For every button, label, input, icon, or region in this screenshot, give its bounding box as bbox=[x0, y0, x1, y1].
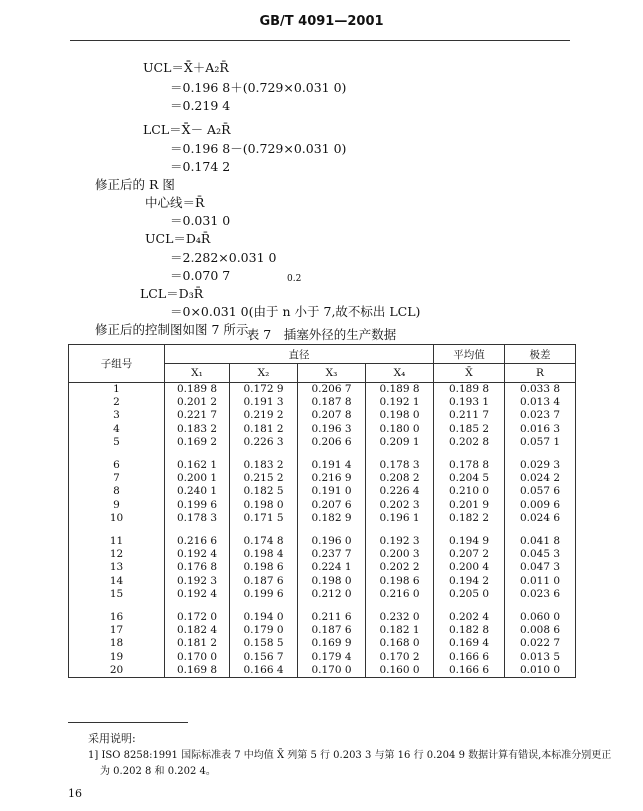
table-row bbox=[69, 548, 576, 561]
table-row bbox=[69, 588, 576, 601]
x2-cell: 0.171 5 bbox=[230, 512, 298, 525]
range-cell: 0.008 6 bbox=[505, 624, 576, 637]
x4-cell: 0.209 1 bbox=[366, 436, 434, 449]
mean-cell: 0.194 9 bbox=[434, 535, 505, 548]
table-row bbox=[69, 409, 576, 422]
x2-cell: 0.187 6 bbox=[230, 575, 298, 588]
subgroup-cell: 12 bbox=[69, 548, 165, 561]
ucl-r-line-1: UCL＝D₄R̄ bbox=[145, 231, 211, 246]
x1-cell: 0.199 6 bbox=[165, 499, 230, 512]
ucl-x-line-2: ＝0.196 8＋(0.729×0.031 0) bbox=[170, 80, 347, 95]
table-row bbox=[69, 383, 576, 397]
range-cell: 0.013 5 bbox=[505, 651, 576, 664]
spacer-cell bbox=[298, 449, 366, 459]
x4-cell: 0.226 4 bbox=[366, 485, 434, 498]
spacer-cell bbox=[230, 601, 298, 611]
spacer-cell bbox=[505, 449, 576, 459]
x2-cell: 0.174 8 bbox=[230, 535, 298, 548]
x2-cell: 0.172 9 bbox=[230, 383, 298, 397]
x1-cell: 0.200 1 bbox=[165, 472, 230, 485]
range-cell: 0.033 8 bbox=[505, 383, 576, 397]
x1-cell: 0.189 8 bbox=[165, 383, 230, 397]
mean-cell: 0.182 2 bbox=[434, 512, 505, 525]
mean-header: 平均值 bbox=[434, 345, 505, 364]
x4-cell: 0.192 1 bbox=[366, 396, 434, 409]
subgroup-cell: 11 bbox=[69, 535, 165, 548]
x3-cell: 0.169 9 bbox=[298, 637, 366, 650]
x3-cell: 0.187 6 bbox=[298, 624, 366, 637]
range-cell: 0.057 1 bbox=[505, 436, 576, 449]
x1-cell: 0.182 4 bbox=[165, 624, 230, 637]
spacer-cell bbox=[434, 525, 505, 535]
x4-cell: 0.189 8 bbox=[366, 383, 434, 397]
subgroup-header: 子组号 bbox=[69, 345, 165, 383]
mean-cell: 0.185 2 bbox=[434, 423, 505, 436]
mean-cell: 0.207 2 bbox=[434, 548, 505, 561]
subgroup-cell: 13 bbox=[69, 561, 165, 574]
x2-cell: 0.179 0 bbox=[230, 624, 298, 637]
x3-cell: 0.182 9 bbox=[298, 512, 366, 525]
range-cell: 0.011 0 bbox=[505, 575, 576, 588]
x4-header: X₄ bbox=[366, 364, 434, 383]
mean-cell: 0.204 5 bbox=[434, 472, 505, 485]
subgroup-cell: 14 bbox=[69, 575, 165, 588]
x2-cell: 0.198 4 bbox=[230, 548, 298, 561]
x4-cell: 0.182 1 bbox=[366, 624, 434, 637]
footnote-text-1: 1] ISO 8258:1991 国际标准表 7 中均值 X̄ 列第 5 行 0.203 3 与第 16 行 0.204 9 数据计算有错误,本标准分别更正 bbox=[88, 750, 612, 761]
subgroup-cell: 18 bbox=[69, 637, 165, 650]
production-data-table bbox=[68, 344, 576, 678]
table-row bbox=[69, 637, 576, 650]
x3-cell: 0.191 4 bbox=[298, 459, 366, 472]
group-spacer bbox=[69, 601, 576, 611]
spacer-cell bbox=[298, 601, 366, 611]
table-row bbox=[69, 512, 576, 525]
mean-cell: 0.202 8 bbox=[434, 436, 505, 449]
spacer-cell bbox=[505, 601, 576, 611]
x2-cell: 0.181 2 bbox=[230, 423, 298, 436]
x4-cell: 0.192 3 bbox=[366, 535, 434, 548]
range-header: 极差 bbox=[505, 345, 576, 364]
table-row bbox=[69, 459, 576, 472]
range-cell: 0.024 6 bbox=[505, 512, 576, 525]
subgroup-cell: 19 bbox=[69, 651, 165, 664]
x1-cell: 0.183 2 bbox=[165, 423, 230, 436]
subgroup-cell: 7 bbox=[69, 472, 165, 485]
spacer-cell bbox=[165, 525, 230, 535]
page-number: 16 bbox=[68, 787, 82, 800]
spacer-cell bbox=[366, 601, 434, 611]
ucl-r-side-note: 0.2 bbox=[287, 274, 302, 284]
x2-cell: 0.198 0 bbox=[230, 499, 298, 512]
document-header-code: GB/T 4091—2001 bbox=[259, 14, 384, 29]
r-chart-heading: 修正后的 R 图 bbox=[95, 177, 175, 192]
ucl-x-line-3: ＝0.219 4 bbox=[170, 98, 231, 113]
x3-cell: 0.196 0 bbox=[298, 535, 366, 548]
x3-header: X₃ bbox=[298, 364, 366, 383]
ucl-r-line-2: ＝2.282×0.031 0 bbox=[170, 250, 277, 265]
x4-cell: 0.198 6 bbox=[366, 575, 434, 588]
x2-cell: 0.183 2 bbox=[230, 459, 298, 472]
x3-cell: 0.216 9 bbox=[298, 472, 366, 485]
x3-cell: 0.212 0 bbox=[298, 588, 366, 601]
x4-cell: 0.200 3 bbox=[366, 548, 434, 561]
closing-sentence: 修正后的控制图如图 7 所示。 bbox=[95, 322, 261, 337]
range-cell: 0.023 6 bbox=[505, 588, 576, 601]
range-cell: 0.045 3 bbox=[505, 548, 576, 561]
range-cell: 0.041 8 bbox=[505, 535, 576, 548]
range-cell: 0.016 3 bbox=[505, 423, 576, 436]
table-row bbox=[69, 611, 576, 624]
table-row bbox=[69, 423, 576, 436]
mean-cell: 0.169 4 bbox=[434, 637, 505, 650]
x1-cell: 0.170 0 bbox=[165, 651, 230, 664]
table-row bbox=[69, 575, 576, 588]
subgroup-cell: 3 bbox=[69, 409, 165, 422]
spacer-cell bbox=[69, 449, 165, 459]
x1-cell: 0.201 2 bbox=[165, 396, 230, 409]
mean-cell: 0.202 4 bbox=[434, 611, 505, 624]
x4-cell: 0.180 0 bbox=[366, 423, 434, 436]
x2-header: X₂ bbox=[230, 364, 298, 383]
x2-cell: 0.156 7 bbox=[230, 651, 298, 664]
x2-cell: 0.226 3 bbox=[230, 436, 298, 449]
mean-cell: 0.166 6 bbox=[434, 651, 505, 664]
x4-cell: 0.178 3 bbox=[366, 459, 434, 472]
x1-cell: 0.192 3 bbox=[165, 575, 230, 588]
lcl-r-line-1: LCL＝D₃R̄ bbox=[140, 286, 204, 301]
subgroup-cell: 6 bbox=[69, 459, 165, 472]
subgroup-cell: 8 bbox=[69, 485, 165, 498]
subgroup-cell: 20 bbox=[69, 664, 165, 678]
x2-cell: 0.199 6 bbox=[230, 588, 298, 601]
table-row bbox=[69, 396, 576, 409]
x3-cell: 0.179 4 bbox=[298, 651, 366, 664]
center-line-1: 中心线＝R̄ bbox=[145, 195, 205, 210]
x4-cell: 0.196 1 bbox=[366, 512, 434, 525]
x1-cell: 0.181 2 bbox=[165, 637, 230, 650]
x3-cell: 0.206 6 bbox=[298, 436, 366, 449]
mean-cell: 0.193 1 bbox=[434, 396, 505, 409]
table-row bbox=[69, 436, 576, 449]
x1-cell: 0.162 1 bbox=[165, 459, 230, 472]
spacer-cell bbox=[230, 449, 298, 459]
x1-cell: 0.169 2 bbox=[165, 436, 230, 449]
subgroup-cell: 17 bbox=[69, 624, 165, 637]
mean-cell: 0.201 9 bbox=[434, 499, 505, 512]
table-row bbox=[69, 624, 576, 637]
spacer-cell bbox=[366, 449, 434, 459]
x3-cell: 0.191 0 bbox=[298, 485, 366, 498]
x3-cell: 0.187 8 bbox=[298, 396, 366, 409]
subgroup-cell: 2 bbox=[69, 396, 165, 409]
x3-cell: 0.224 1 bbox=[298, 561, 366, 574]
x2-cell: 0.191 3 bbox=[230, 396, 298, 409]
x2-cell: 0.198 6 bbox=[230, 561, 298, 574]
x1-cell: 0.192 4 bbox=[165, 548, 230, 561]
lcl-x-line-1: LCL＝X̄̄－ A₂R̄ bbox=[143, 122, 231, 137]
x3-cell: 0.170 0 bbox=[298, 664, 366, 678]
group-spacer bbox=[69, 449, 576, 459]
lcl-x-line-3: ＝0.174 2 bbox=[170, 159, 231, 174]
spacer-cell bbox=[505, 525, 576, 535]
mean-cell: 0.194 2 bbox=[434, 575, 505, 588]
spacer-cell bbox=[69, 525, 165, 535]
table-row bbox=[69, 535, 576, 548]
x3-cell: 0.237 7 bbox=[298, 548, 366, 561]
range-cell: 0.009 6 bbox=[505, 499, 576, 512]
table-title: 表 7 插塞外径的生产数据 bbox=[246, 327, 397, 342]
subgroup-cell: 15 bbox=[69, 588, 165, 601]
table-row bbox=[69, 651, 576, 664]
range-cell: 0.029 3 bbox=[505, 459, 576, 472]
table-row bbox=[69, 499, 576, 512]
x3-cell: 0.207 8 bbox=[298, 409, 366, 422]
x1-cell: 0.192 4 bbox=[165, 588, 230, 601]
mean-cell: 0.211 7 bbox=[434, 409, 505, 422]
table-row bbox=[69, 664, 576, 678]
x4-cell: 0.170 2 bbox=[366, 651, 434, 664]
spacer-cell bbox=[434, 449, 505, 459]
footnote-title: 采用说明: bbox=[88, 732, 136, 745]
mean-cell: 0.189 8 bbox=[434, 383, 505, 397]
x3-cell: 0.211 6 bbox=[298, 611, 366, 624]
subgroup-cell: 16 bbox=[69, 611, 165, 624]
x4-cell: 0.208 2 bbox=[366, 472, 434, 485]
x3-cell: 0.196 3 bbox=[298, 423, 366, 436]
range-cell: 0.023 7 bbox=[505, 409, 576, 422]
x1-cell: 0.176 8 bbox=[165, 561, 230, 574]
spacer-cell bbox=[69, 601, 165, 611]
spacer-cell bbox=[165, 601, 230, 611]
range-symbol: R bbox=[505, 364, 576, 383]
range-cell: 0.010 0 bbox=[505, 664, 576, 678]
mean-cell: 0.166 6 bbox=[434, 664, 505, 678]
table-row bbox=[69, 472, 576, 485]
center-line-2: ＝0.031 0 bbox=[170, 213, 231, 228]
x4-cell: 0.232 0 bbox=[366, 611, 434, 624]
range-cell: 0.024 2 bbox=[505, 472, 576, 485]
x2-cell: 0.215 2 bbox=[230, 472, 298, 485]
mean-cell: 0.182 8 bbox=[434, 624, 505, 637]
subgroup-cell: 5 bbox=[69, 436, 165, 449]
mean-cell: 0.205 0 bbox=[434, 588, 505, 601]
mean-symbol: X̄ bbox=[434, 364, 505, 383]
x2-cell: 0.182 5 bbox=[230, 485, 298, 498]
x1-cell: 0.240 1 bbox=[165, 485, 230, 498]
x3-cell: 0.206 7 bbox=[298, 383, 366, 397]
lcl-r-line-2: ＝0×0.031 0(由于 n 小于 7,故不标出 LCL) bbox=[170, 304, 421, 319]
mean-cell: 0.200 4 bbox=[434, 561, 505, 574]
x1-cell: 0.169 8 bbox=[165, 664, 230, 678]
lcl-x-line-2: ＝0.196 8－(0.729×0.031 0) bbox=[170, 141, 347, 156]
spacer-cell bbox=[298, 525, 366, 535]
mean-cell: 0.178 8 bbox=[434, 459, 505, 472]
x1-cell: 0.221 7 bbox=[165, 409, 230, 422]
group-spacer bbox=[69, 525, 576, 535]
x4-cell: 0.160 0 bbox=[366, 664, 434, 678]
spacer-cell bbox=[230, 525, 298, 535]
table-row bbox=[69, 561, 576, 574]
range-cell: 0.013 4 bbox=[505, 396, 576, 409]
x1-cell: 0.216 6 bbox=[165, 535, 230, 548]
spacer-cell bbox=[165, 449, 230, 459]
header-rule bbox=[70, 40, 570, 41]
x4-cell: 0.202 3 bbox=[366, 499, 434, 512]
x2-cell: 0.166 4 bbox=[230, 664, 298, 678]
x1-header: X₁ bbox=[165, 364, 230, 383]
x4-cell: 0.198 0 bbox=[366, 409, 434, 422]
x1-cell: 0.172 0 bbox=[165, 611, 230, 624]
x4-cell: 0.168 0 bbox=[366, 637, 434, 650]
subgroup-cell: 9 bbox=[69, 499, 165, 512]
x4-cell: 0.216 0 bbox=[366, 588, 434, 601]
diameter-header: 直径 bbox=[165, 345, 434, 364]
x3-cell: 0.207 6 bbox=[298, 499, 366, 512]
x2-cell: 0.219 2 bbox=[230, 409, 298, 422]
x2-cell: 0.194 0 bbox=[230, 611, 298, 624]
footnote-rule bbox=[68, 722, 188, 723]
x2-cell: 0.158 5 bbox=[230, 637, 298, 650]
x1-cell: 0.178 3 bbox=[165, 512, 230, 525]
x3-cell: 0.198 0 bbox=[298, 575, 366, 588]
range-cell: 0.022 7 bbox=[505, 637, 576, 650]
range-cell: 0.047 3 bbox=[505, 561, 576, 574]
subgroup-cell: 10 bbox=[69, 512, 165, 525]
footnote-text-2: 为 0.202 8 和 0.202 4。 bbox=[100, 766, 216, 777]
spacer-cell bbox=[434, 601, 505, 611]
range-cell: 0.057 6 bbox=[505, 485, 576, 498]
subgroup-cell: 1 bbox=[69, 383, 165, 397]
ucl-x-line-1: UCL＝X̄̄＋A₂R̄ bbox=[143, 60, 229, 75]
ucl-r-line-3: ＝0.070 7 bbox=[170, 268, 231, 283]
range-cell: 0.060 0 bbox=[505, 611, 576, 624]
subgroup-cell: 4 bbox=[69, 423, 165, 436]
x4-cell: 0.202 2 bbox=[366, 561, 434, 574]
mean-cell: 0.210 0 bbox=[434, 485, 505, 498]
table-row bbox=[69, 485, 576, 498]
spacer-cell bbox=[366, 525, 434, 535]
